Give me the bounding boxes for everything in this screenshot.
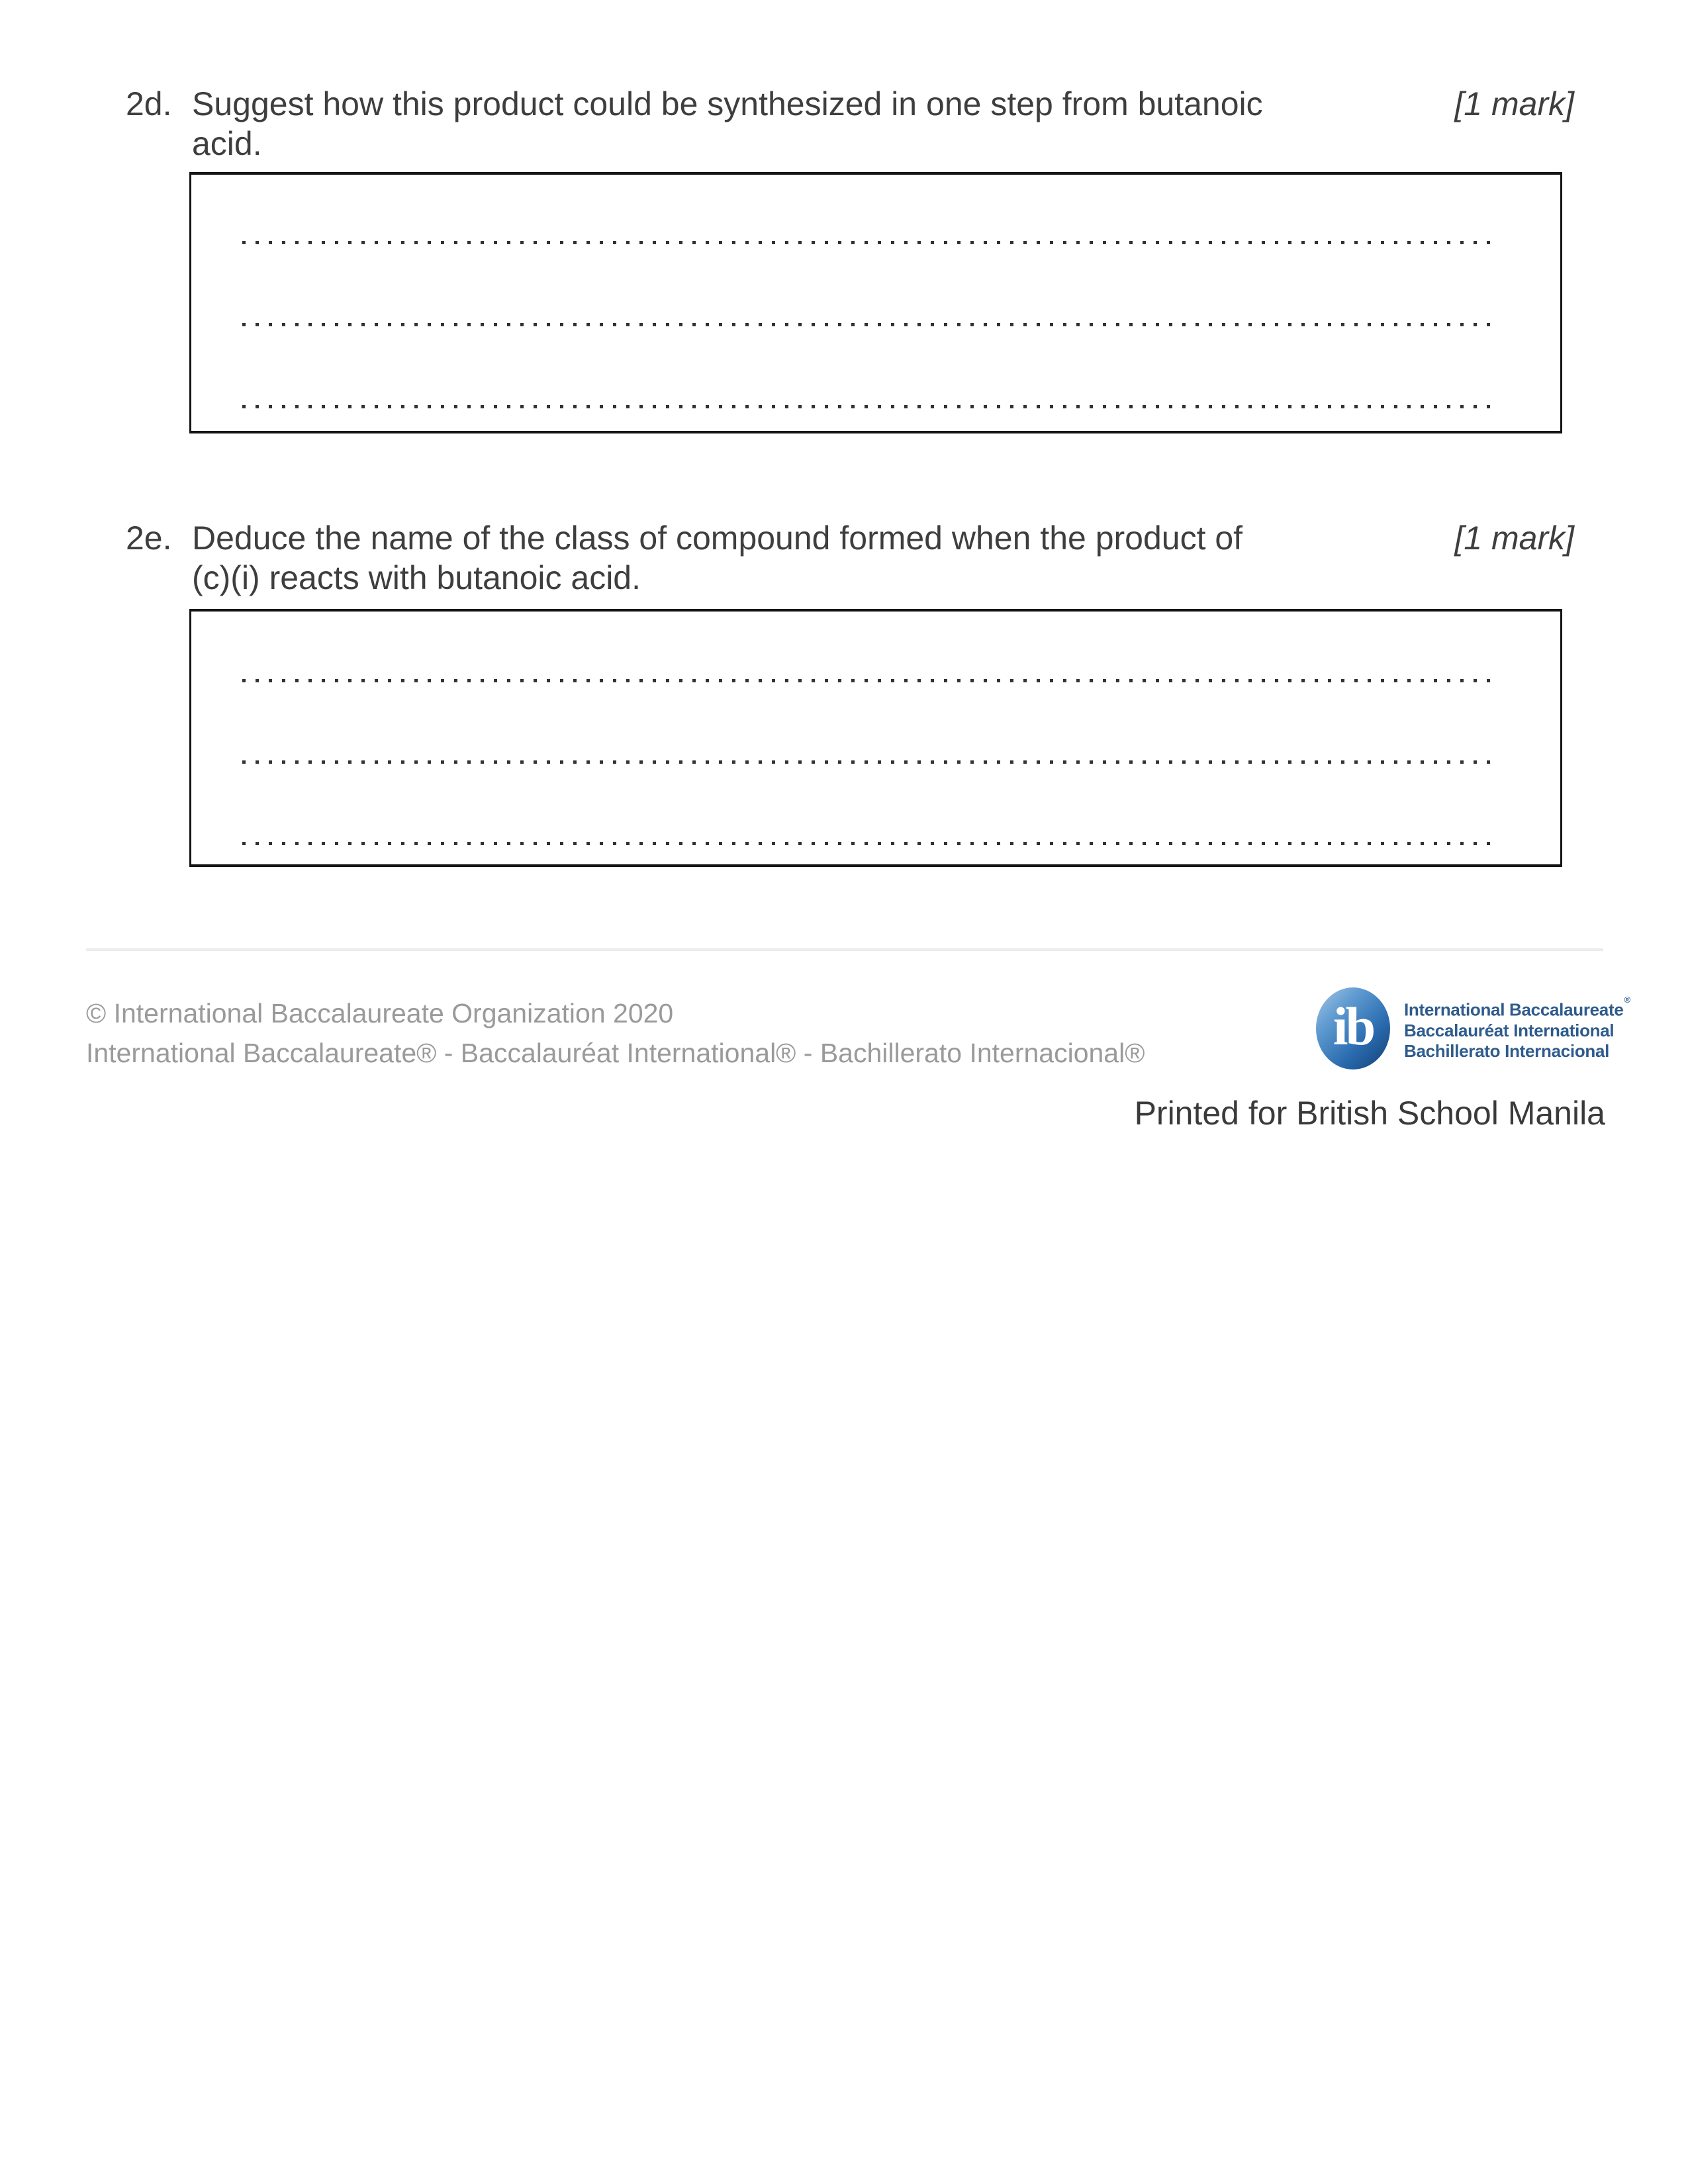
answer-line — [242, 679, 1500, 682]
question-2e-text — [192, 518, 1243, 598]
registered-mark: ® — [1624, 995, 1630, 1005]
question-2d-line-1: Suggest how this product could be synthesized in one step from butanoic — [192, 85, 1263, 122]
ib-wordmark-line-1 — [1404, 996, 1630, 1021]
answer-line — [242, 241, 1500, 244]
ib-wordmark-line-1-text: International Baccalaureate — [1404, 999, 1624, 1020]
ib-logo-wordmark — [1404, 996, 1630, 1062]
footer-divider — [86, 948, 1603, 951]
question-2d-number: 2d. — [126, 85, 172, 122]
answer-box-2e — [189, 609, 1562, 867]
answer-line — [242, 405, 1500, 408]
question-2d-text — [192, 84, 1263, 163]
trademark-text: International Baccalaureate® - Baccalauréat International® - Bachillerato Internacional® — [86, 1038, 1145, 1068]
ib-wordmark-line-3: Bachillerato Internacional — [1404, 1040, 1610, 1061]
ib-wordmark-line-2: Baccalauréat International — [1404, 1020, 1615, 1040]
ib-logo-monogram: ib — [1333, 996, 1374, 1056]
question-2e-marks: [1 mark] — [1454, 520, 1574, 557]
answer-line — [242, 760, 1500, 764]
question-2e-line-1: Deduce the name of the class of compound formed when the product of — [192, 520, 1243, 557]
answer-line — [242, 323, 1500, 326]
printed-for-text: Printed for British School Manila — [1134, 1095, 1605, 1132]
answer-box-2d — [189, 172, 1562, 433]
answer-line — [242, 842, 1500, 845]
question-2e-line-2: (c)(i) reacts with butanoic acid. — [192, 559, 641, 596]
question-2d-marks: [1 mark] — [1454, 85, 1574, 122]
question-2e-number: 2e. — [126, 520, 172, 557]
ib-logo-circle — [1316, 987, 1390, 1069]
question-2d-line-2: acid. — [192, 125, 262, 162]
copyright-text: © International Baccalaureate Organization 2020 — [86, 998, 674, 1028]
